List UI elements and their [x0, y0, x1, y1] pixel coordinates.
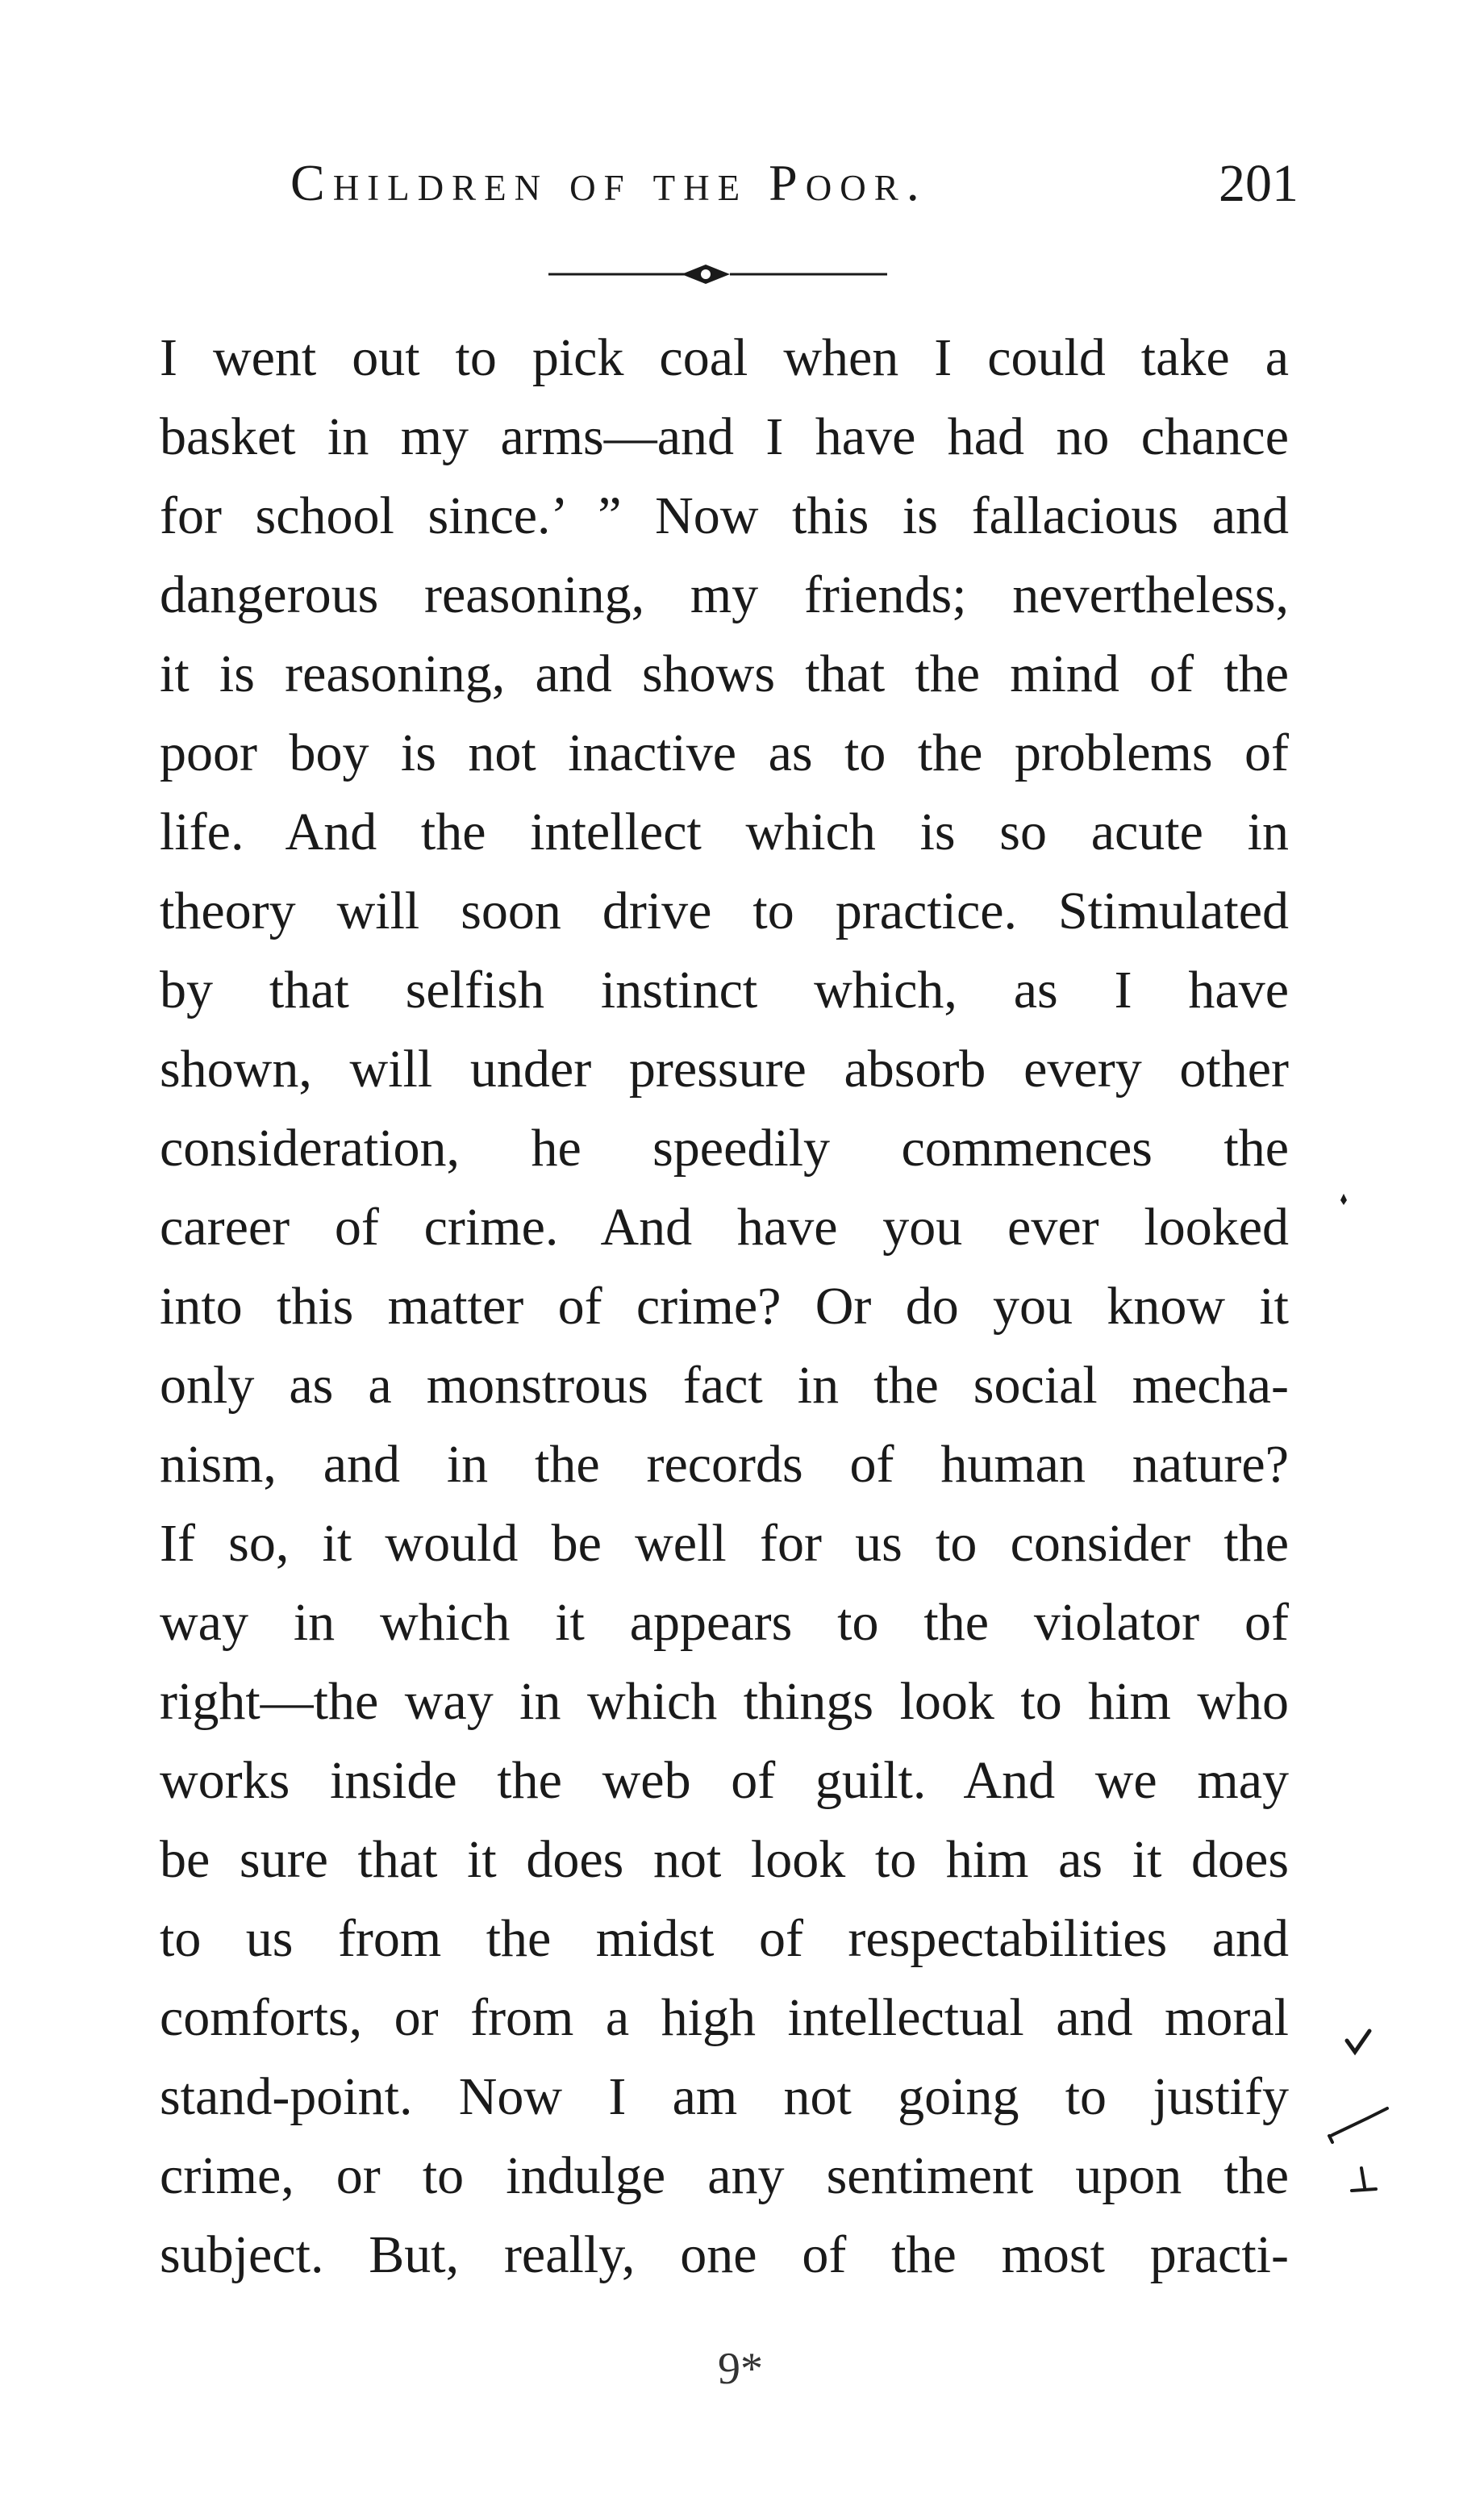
text-line: way in which it appears to the violator of: [160, 1593, 1289, 1652]
ornament-dot-icon: [701, 269, 711, 279]
cross-mark-icon: [1352, 2168, 1376, 2191]
text-line: consideration, he speedily commences the: [160, 1119, 1289, 1178]
text-line: crime, or to indulge any sentiment upon the: [160, 2146, 1289, 2205]
signature-mark: 9*: [718, 2344, 763, 2394]
text-line: comforts, or from a high intellectual and moral: [160, 1988, 1289, 2047]
text-line: to us from the midst of respectabilities and: [160, 1909, 1289, 1968]
ornament-divider: [548, 258, 887, 290]
text-line: only as a monstrous fact in the social mecha-: [160, 1356, 1289, 1415]
text-line: be sure that it does not look to him as it does: [160, 1830, 1289, 1889]
text-line: basket in my arms—and I have had no chance: [160, 407, 1289, 466]
margin-tick-icon: [1340, 1194, 1347, 1205]
text-line: I went out to pick coal when I could take a: [160, 328, 1289, 387]
text-line: shown, will under pressure absorb every other: [160, 1040, 1289, 1099]
text-line: poor boy is not inactive as to the problems of: [160, 723, 1289, 782]
running-head: [290, 153, 1298, 226]
text-line: by that selfish instinct which, as I have: [160, 961, 1289, 1019]
margin-annotations: [1323, 1194, 1436, 2323]
text-line: into this matter of crime? Or do you know it: [160, 1277, 1289, 1336]
text-line: it is reasoning, and shows that the mind of the: [160, 644, 1289, 703]
text-line: theory will soon drive to practice. Stimulated: [160, 882, 1289, 940]
text-line: If so, it would be well for us to consider the: [160, 1514, 1289, 1573]
check-mark-icon: [1347, 2031, 1369, 2052]
text-line: stand-point. Now I am not going to justify: [160, 2067, 1289, 2126]
text-line: nism, and in the records of human nature?: [160, 1435, 1289, 1494]
body-text: [160, 319, 1289, 2295]
text-line: for school since.’ ” Now this is fallacious and: [160, 486, 1289, 545]
text-line: career of crime. And have you ever looked: [160, 1198, 1289, 1257]
page-number: 201: [1219, 154, 1298, 213]
text-line: life. And the intellect which is so acute in: [160, 803, 1289, 861]
text-line: works inside the web of guilt. And we may: [160, 1751, 1289, 1810]
pencil-stroke-icon: [1331, 2108, 1387, 2136]
text-line: subject. But, really, one of the most practi-: [160, 2225, 1289, 2284]
running-title: Children of the Poor.: [290, 154, 928, 211]
text-line: right—the way in which things look to him who: [160, 1672, 1289, 1731]
text-line: dangerous reasoning, my friends; nevertheless,: [160, 565, 1289, 624]
